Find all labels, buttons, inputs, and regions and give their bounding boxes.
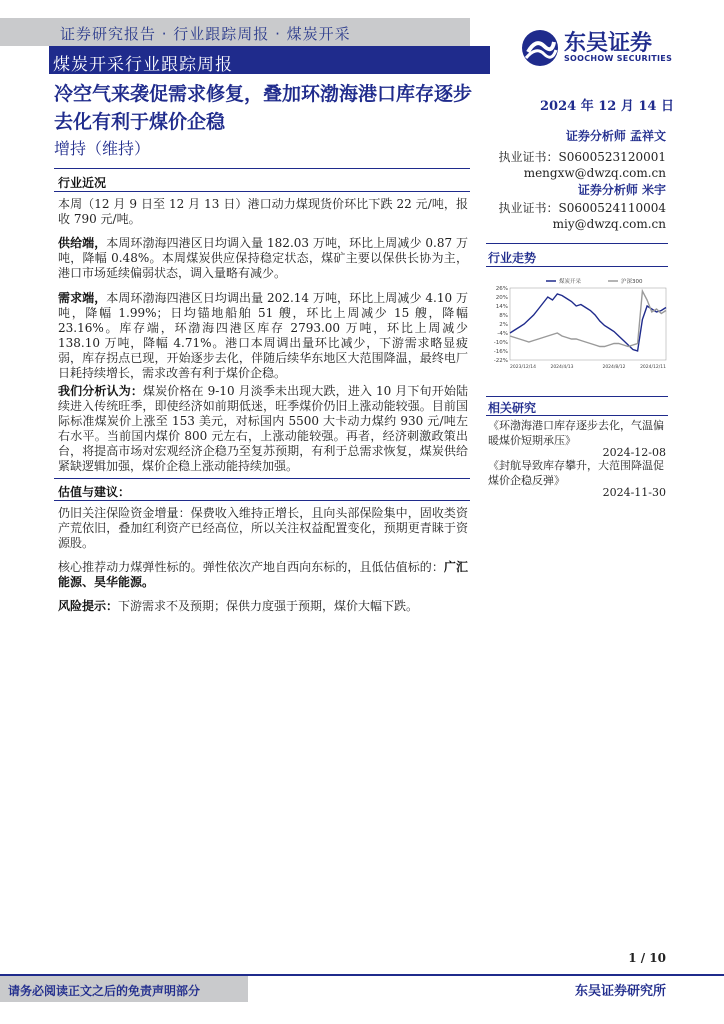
paragraph-supply [58,236,468,281]
analyst-2-cert: 执业证书：S0600524110004 [498,201,666,215]
y-tick-label: 26% [495,286,508,292]
section-industry-status: 行业近况 [58,176,107,190]
y-tick-label: -16% [493,349,508,355]
y-tick-label: 14% [495,304,508,310]
y-tick-label: 8% [499,313,508,319]
section-rule [54,168,470,169]
demand-label: 需求端， [58,291,107,305]
legend-label: 沪深300 [621,279,643,285]
header-band-text: 证券研究报告 · 行业跟踪周报 · 煤炭开采 [60,25,351,43]
y-tick-label: -10% [493,340,508,346]
industry-trend-title: 行业走势 [488,251,537,265]
report-date: 2024 年 12 月 14 日 [540,99,674,114]
section-valuation: 估值与建议： [58,485,131,499]
company-logo [520,26,700,70]
analyst-1-email: mengxw@dwzq.com.cn [523,166,666,180]
demand-text: 本周环渤海四港区日均调出量 202.14 万吨，环比上周减少 4.10 万吨，降幅 1.99%；日均锚地船舶 51 艘，环比上周减少 15 艘，降幅 23.16%。库存端，环渤海四港区库存 2793.00 万吨，环比上周减少 138.10 万吨，降幅 4.71%。港口本周调出量环比减少，下游需求略显疲弱，库存拐点已现，开始逐步去化，伴随后续华东地区大范围降温，最终电厂日耗持续增长，需求改善有利于煤价企稳。 [58,291,468,380]
side-rule [486,243,668,244]
related-item-1[interactable]: 《环渤海港口库存逐步去化，气温偏暖煤价短期承压》 [488,419,664,447]
report-title-bar [49,46,490,74]
paragraph-price: 本周（12 月 9 日至 12 月 13 日）港口动力煤现货价环比下跌 22 元/吨，报收 790 元/吨。 [58,197,468,226]
paragraph-analysis [58,384,468,474]
paragraph-risk [58,599,468,614]
section-rule [54,500,470,501]
analyst-1-cert: 执业证书：S0600523120001 [498,150,666,164]
report-title-text: 煤炭开采行业跟踪周报 [53,55,233,75]
logo-cn-text: 东吴证券 [564,31,653,56]
y-tick-label: 2% [499,322,508,328]
paragraph-recommend [58,560,468,590]
y-tick-label: -22% [493,358,508,364]
section-rule [54,191,470,192]
side-rule [486,266,668,267]
page-number: 1 / 10 [628,951,666,965]
legend-label: 煤炭开采 [559,279,582,285]
recommend-text: 核心推荐动力煤弹性标的。弹性依次产地自西向东标的，且低估值标的： [58,560,444,574]
disclaimer-band [0,976,248,1002]
x-tick-label: 2023/12/14 [510,365,536,370]
header-band [0,18,470,46]
analysis-label: 我们分析认为： [58,384,143,398]
x-tick-label: 2024/8/12 [602,365,626,370]
analyst-1-title: 证券分析师 孟祥文 [565,129,666,143]
side-rule [486,396,668,397]
related-item-2[interactable]: 《封航导致库存攀升，大范围降温促煤价企稳反弹》 [488,459,664,487]
risk-label: 风险提示： [58,599,119,613]
footer-org: 东吴证券研究所 [574,984,666,999]
supply-label: 供给端， [58,236,107,250]
disclaimer-text: 请务必阅读正文之后的免责声明部分 [8,984,201,998]
analyst-2-title: 证券分析师 米宇 [577,183,666,197]
related-research-title: 相关研究 [488,401,537,415]
risk-text: 下游需求不及预期；保供力度强于预期，煤价大幅下跌。 [118,599,419,613]
x-tick-label: 2024/4/13 [550,365,574,370]
rating: 增持（维持） [54,139,151,158]
paragraph-insurance: 仍旧关注保险资金增量：保费收入维持正增长，且向头部保险集中，固收类资产荒依旧，叠加红利资产已经高位，所以关注权益配置变化，预期更青睐于资源股。 [58,506,468,550]
analysis-text: 煤炭价格在 9-10 月淡季未出现大跌，进入 10 月下旬开始陆续进入传统旺季，即使经济如前期低迷，旺季煤价仍旧上涨动能较强。目前国际标准煤炭价上涨至 153 美元，对标国内 5500 大卡动力煤约 930 元/吨左右水平。当前国内煤价 800 元左右，上涨动能较强。再者，经济刺激政策出台，将提高市场对宏观经济企稳乃至复苏预期，有利于总需求恢复，煤炭供给紧缺逻辑加强，煤价企稳上涨动能持续加强。 [58,384,468,473]
y-tick-label: -4% [497,331,508,337]
related-item-1-date: 2024-12-08 [602,446,666,459]
related-item-2-date: 2024-11-30 [602,486,666,499]
section-rule [54,478,470,479]
recommend-stocks: 广汇能源、昊华能源。 [58,560,468,589]
chart-frame [510,288,666,360]
x-tick-label: 2024/12/11 [640,365,666,370]
industry-trend-chart [486,276,670,372]
analyst-2-email: miy@dwzq.com.cn [552,217,666,231]
supply-text: 本周环渤海四港区日均调入量 182.03 万吨，环比上周减少 0.87 万吨，降幅 0.48%。本周煤炭供应保持稳定状态，煤矿主要以保供长协为主，港口市场延续偏弱状态，调入量略有减少。 [58,236,468,280]
logo-mark-icon [520,28,560,68]
headline: 冷空气来袭促需求修复，叠加环渤海港口库存逐步去化有利于煤价企稳 [54,83,473,133]
logo-en-text: SOOCHOW SECURITIES [564,54,673,63]
y-tick-label: 20% [495,295,508,301]
paragraph-demand [58,291,468,381]
side-rule [486,415,668,416]
